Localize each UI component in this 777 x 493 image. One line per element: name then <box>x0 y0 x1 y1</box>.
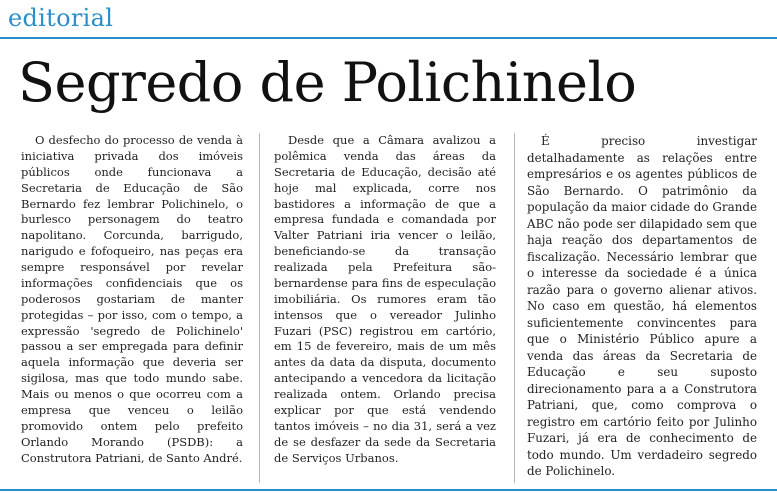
column-divider <box>514 133 515 483</box>
section-rule <box>0 37 777 39</box>
article-column-2 <box>274 133 496 466</box>
article-column-1 <box>21 133 243 466</box>
bottom-rule <box>0 489 777 491</box>
column-divider <box>259 133 260 483</box>
column-1-paragraph: O desfecho do processo de venda à iniciativa privada dos imóveis públicos onde funcionava a Secretaria de Educação de São Bernardo fez lembrar Polichinelo, o burlesco personagem do teatro napolitano. Corcunda, barrigudo, narigudo e fofoqueiro, nas peças era sempre responsável por revelar informações confidenciais que os poderosos gostariam de manter protegidas – por isso, com o tempo, a expressão 'segredo de Polichinelo' passou a ser empregada para definir aquela informação que deveria ser sigilosa, mas que todo mundo sabe. Mais ou menos o que ocorreu com a empresa que venceu o leilão promovido ontem pelo prefeito Orlando Morando (PSDB): a Construtora Patriani, de Santo André. <box>21 133 243 465</box>
article-column-3 <box>527 133 757 480</box>
headline: Segredo de Polichinelo <box>18 51 637 114</box>
column-3-paragraph: É preciso investigar detalhadamente as relações entre empresários e os agentes públicos de São Bernardo. O patrimônio da população da maior cidade do Grande ABC não pode ser dilapidado sem que haja reação dos departamentos de fiscalização. Necessário lembrar que o interesse da sociedade é a única razão para o governo alienar ativos. No caso em questão, há elementos suficientemente convincentes para que o Ministério Público apure a venda das áreas da Secretaria de Educação e seu suposto direcionamento para a a Construtora Patriani, que, como comprova o registro em cartório feito por Julinho Fuzari, já era de conhecimento de todo mundo. Um verdadeiro segredo de Polichinelo. <box>527 134 757 478</box>
section-label: editorial <box>8 4 114 32</box>
column-2-paragraph: Desde que a Câmara avalizou a polêmica venda das áreas da Secretaria de Educação, decisão até hoje mal explicada, corre nos bastidores a informação de que a empresa fundada e comandada por Valter Patriani iria vencer o leilão, beneficiando-se da transação realizada pela Prefeitura são-bernardense para fins de especulação imobiliária. Os rumores eram tão intensos que o vereador Julinho Fuzari (PSC) registrou em cartório, em 15 de fevereiro, mais de um mês antes da data da disputa, documento antecipando a vencedora da licitação realizada ontem. Orlando precisa explicar por que está vendendo tantos imóveis – no dia 31, será a vez de se desfazer da sede da Secretaria de Serviços Urbanos. <box>274 133 496 465</box>
